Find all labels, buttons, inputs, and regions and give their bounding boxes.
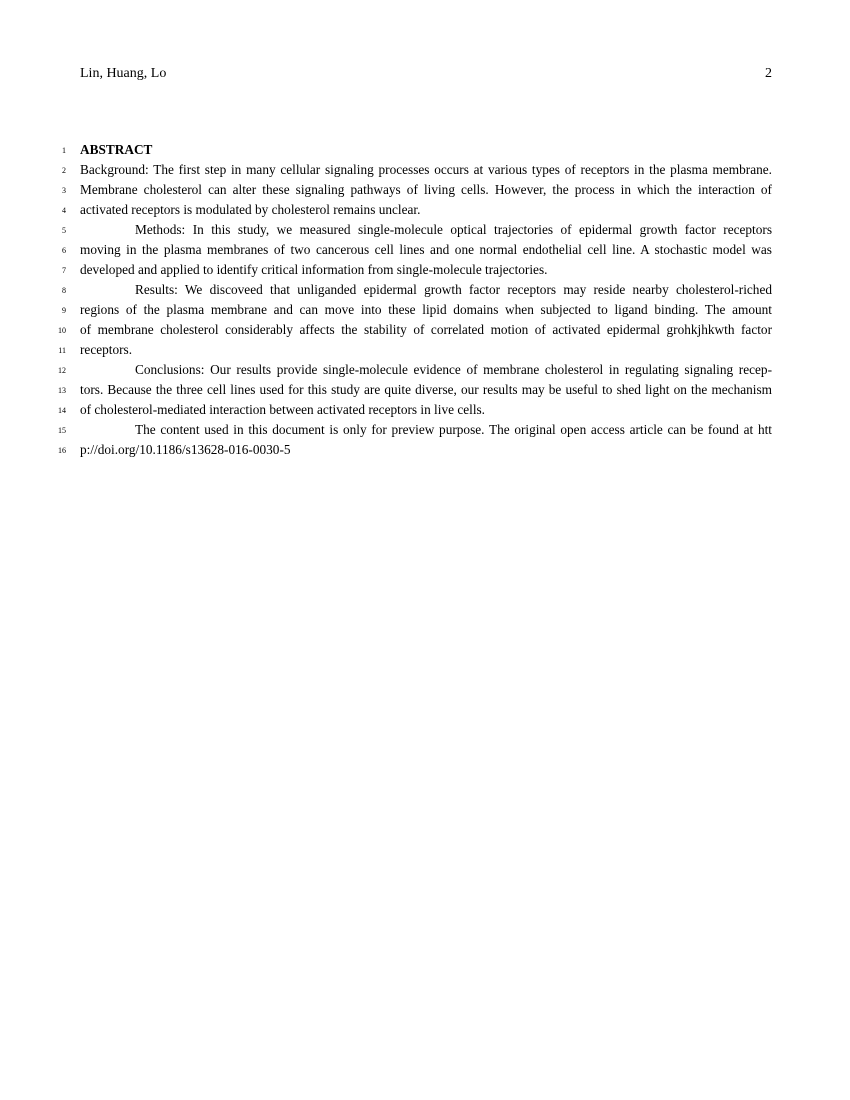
line-text: of membrane cholesterol considerably affects the stability of correlated motion of activated epidermal grohkjhkwth factor [80,322,772,337]
page-number: 2 [765,66,772,81]
line-text: moving in the plasma membranes of two cancerous cell lines and one normal endothelial cell line. A stochastic model was [80,242,772,257]
line-text: Membrane cholesterol can alter these signaling pathways of living cells. However, the process in which the interaction of [80,182,772,197]
line-number: 1 [62,146,66,155]
line-text: developed and applied to identify critical information from single-molecule trajectories. [80,262,548,277]
line-number: 6 [62,246,66,255]
line-number: 3 [62,186,66,195]
line-number: 10 [58,326,66,335]
text-line [0,260,850,280]
abstract-heading: ABSTRACT [80,142,153,157]
text-line [0,360,850,380]
line-text: tors. Because the three cell lines used for this study are quite diverse, our results may be useful to shed light on the mechanism [80,382,772,397]
line-text: regions of the plasma membrane and can move into these lipid domains when subjected to ligand binding. The amount [80,302,772,317]
text-line [0,160,850,180]
text-line [0,280,850,300]
line-number: 7 [62,266,66,275]
text-line [0,200,850,220]
line-text: activated receptors is modulated by cholesterol remains unclear. [80,202,421,217]
line-text: Results: We discoveed that unliganded epidermal growth factor receptors may reside nearby cholesterol-riched [135,282,772,297]
text-line [0,220,850,240]
text-line [0,320,850,340]
line-number: 9 [62,306,66,315]
line-number: 5 [62,226,66,235]
doi-link[interactable]: p://doi.org/10.1186/s13628-016-0030-5 [80,442,291,457]
text-line [0,380,850,400]
text-line [0,440,850,460]
line-number: 2 [62,166,66,175]
line-text: The content used in this document is only for preview purpose. The original open access article can be found at htt [135,422,772,437]
text-line [0,240,850,260]
running-head [80,65,772,83]
text-line [0,340,850,360]
text-line [0,140,850,160]
text-line [0,400,850,420]
text-line [0,300,850,320]
line-number: 13 [58,386,66,395]
text-line [0,420,850,440]
abstract-section [0,140,850,460]
line-number: 15 [58,426,66,435]
line-text: Methods: In this study, we measured single-molecule optical trajectories of epidermal growth factor receptors [135,222,772,237]
line-number: 8 [62,286,66,295]
line-text: Background: The first step in many cellular signaling processes occurs at various types of receptors in the plasma membrane. [80,162,772,177]
line-text: receptors. [80,342,133,357]
line-number: 12 [58,366,66,375]
line-text: Conclusions: Our results provide single-molecule evidence of membrane cholesterol in regulating signaling recep- [135,362,772,377]
line-number: 4 [62,206,66,215]
line-number: 16 [58,446,66,455]
text-line [0,180,850,200]
line-number: 11 [58,346,66,355]
line-text: of cholesterol-mediated interaction between activated receptors in live cells. [80,402,486,417]
running-head-authors: Lin, Huang, Lo [80,66,167,81]
line-number: 14 [58,406,66,415]
